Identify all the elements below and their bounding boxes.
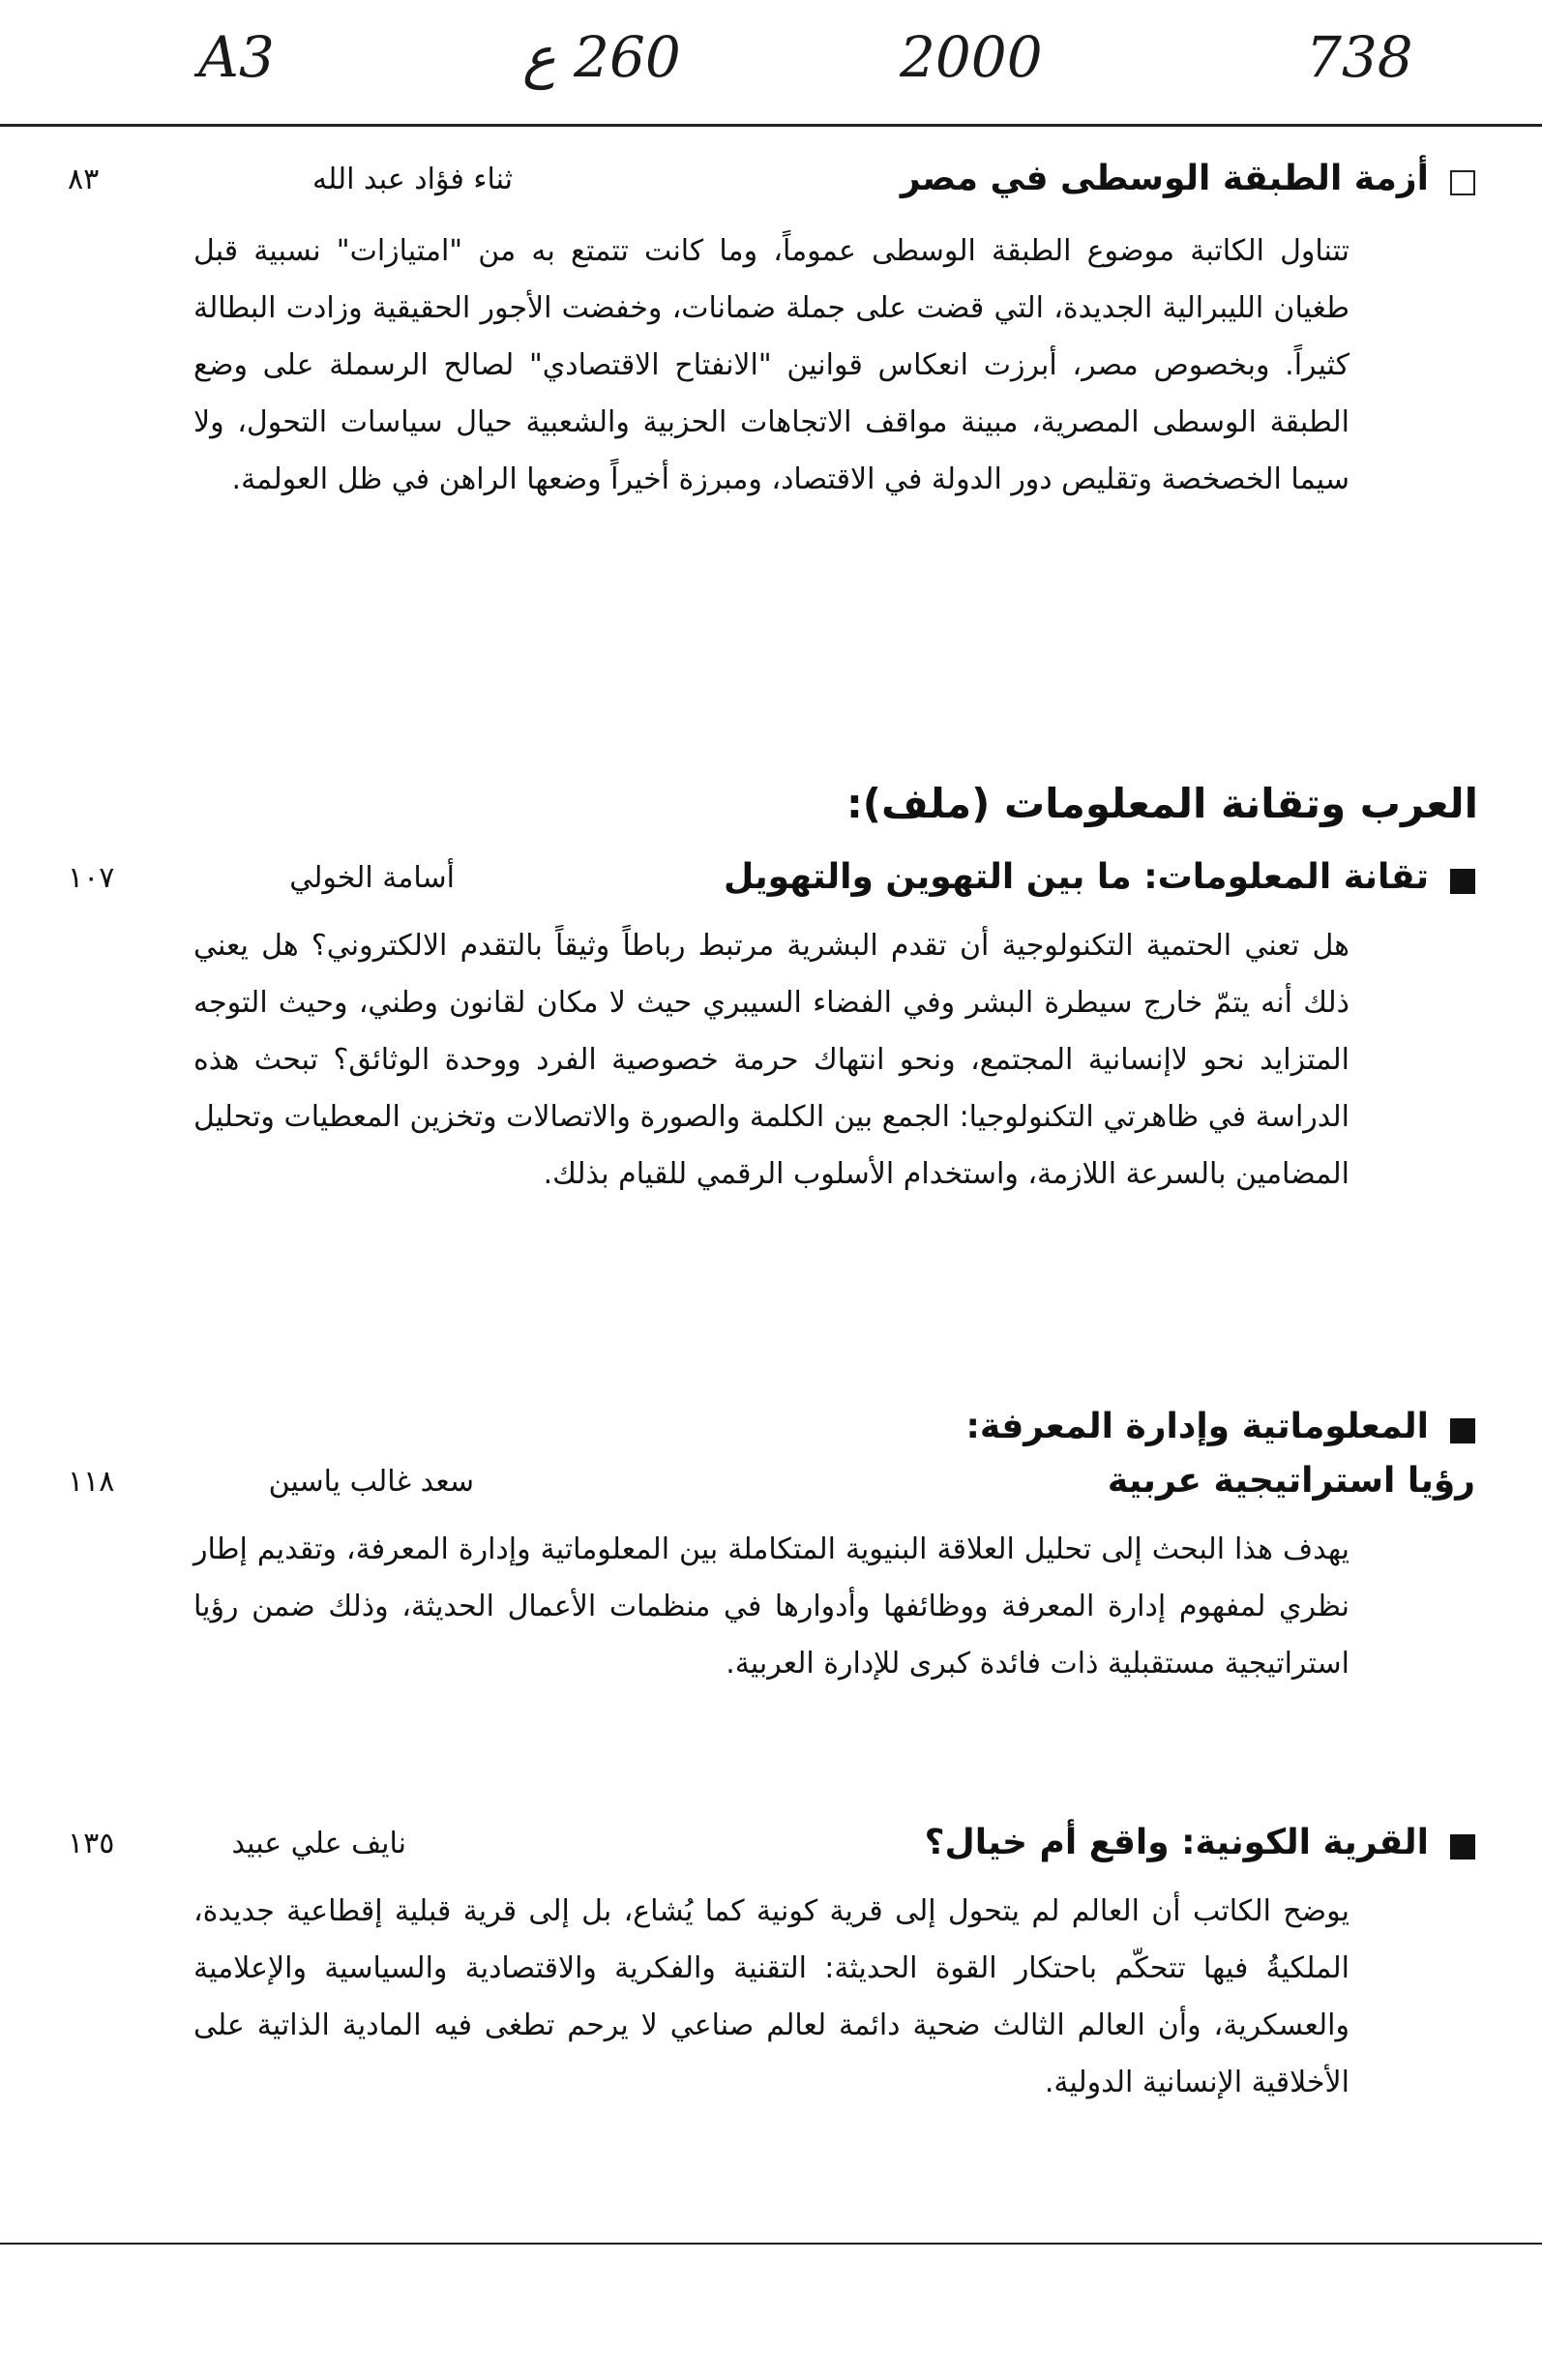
entry-heading	[68, 155, 1475, 217]
entry-abstract: تتناول الكاتبة موضوع الطبقة الوسطى عموماً، وما كانت تتمتع به من "امتيازات" نسبية قبل طغيان الليبرالية الجديدة، التي قضت على جملة ضمانات، وخفضت الأجور الحقيقية وزادت البطالة كثيراً. وبخصوص مصر، أبرزت انعكاس قوانين "الانفتاح الاقتصادي" لصالح الرسملة على وضع الطبقة الوسطى المصرية، مبينة مواقف الاتجاهات الحزبية والشعبية حيال سياسات التحول، ولا سيما الخصخصة وتقليص دور الدولة في الاقتصاد، ومبرزة أخيراً وضعها الراهن في ظل العولمة.	[193, 234, 1349, 496]
section-heading: العرب وتقانة المعلومات (ملف):	[845, 780, 1478, 827]
square-bullet-icon	[1450, 1834, 1475, 1859]
entry-heading-line1	[68, 1403, 1475, 1457]
entry-title-prefix: المعلوماتية وإدارة المعرفة:	[965, 1407, 1429, 1446]
handwritten-mark-center-left: 260 ع	[522, 24, 681, 90]
entry-page-number: ١٠٧	[68, 861, 115, 895]
checkbox-empty-icon	[1450, 170, 1475, 195]
square-bullet-icon	[1450, 869, 1475, 894]
entry-heading	[68, 853, 1475, 915]
entry-title: تقانة المعلومات: ما بين التهوين والتهويل	[723, 857, 1429, 897]
toc-entry	[68, 1819, 1475, 2111]
toc-entry	[68, 853, 1475, 1203]
entry-page-number: ١١٨	[68, 1465, 115, 1499]
handwritten-mark-right: 738	[1306, 24, 1413, 90]
square-bullet-icon	[1450, 1418, 1475, 1443]
bottom-rule	[0, 2243, 1542, 2245]
entry-title: رؤيا استراتيجية عربية	[1107, 1461, 1475, 1501]
handwritten-mark-center-right: 2000	[900, 24, 1043, 90]
entry-heading	[68, 1819, 1475, 1881]
entry-abstract: يوضح الكاتب أن العالم لم يتحول إلى قرية كونية كما يُشاع، بل إلى قرية قبلية إقطاعية جديدة، الملكيةُ فيها تتحكّم باحتكار القوة الحديثة: التقنية والفكرية والاقتصادية والسياسية والإعلامية والعسكرية، وأن العالم الثالث ضحية دائمة لعالم صناعي لا يرحم تطغى فيه المادية الذاتية على الأخلاقية الإنسانية الدولية.	[193, 1894, 1349, 2099]
entry-author: ثناء فؤاد عبد الله	[312, 163, 513, 196]
entry-author: سعد غالب ياسين	[268, 1465, 474, 1499]
entry-heading	[68, 1457, 1475, 1519]
entry-abstract: يهدف هذا البحث إلى تحليل العلاقة البنيوية المتكاملة بين المعلوماتية وإدارة المعرفة، وتقديم إطار نظري لمفهوم إدارة المعرفة ووظائفها وأدوارها في منظمات الأعمال الحديثة، وذلك ضمن رؤيا استراتيجية مستقبلية ذات فائدة كبرى للإدارة العربية.	[193, 1532, 1349, 1681]
entry-abstract: هل تعني الحتمية التكنولوجية أن تقدم البشرية مرتبط رباطاً وثيقاً بالتقدم الالكتروني؟ هل يعني ذلك أنه يتمّ خارج سيطرة البشر وفي الفضاء السيبري حيث لا مكان لقانون وطني، وحيث التوجه المتزايد نحو لاإنسانية المجتمع، ونحو انتهاك حرمة خصوصية الفرد ووحدة الوثائق؟ تبحث هذه الدراسة في ظاهرتي التكنولوجيا: الجمع بين الكلمة والصورة والاتصالات وتخزين المعطيات وتحليل المضامين بالسرعة اللازمة، واستخدام الأسلوب الرقمي للقيام بذلك.	[193, 929, 1349, 1191]
handwritten-mark-left: A3	[198, 24, 275, 90]
entry-title: القرية الكونية: واقع أم خيال؟	[924, 1823, 1429, 1862]
entry-author: أسامة الخولي	[289, 861, 455, 895]
entry-title: أزمة الطبقة الوسطى في مصر	[900, 159, 1429, 198]
entry-page-number: ٨٣	[68, 163, 100, 196]
toc-entry	[68, 1403, 1475, 1692]
entry-author: نايف علي عبيد	[231, 1827, 406, 1860]
entry-page-number: ١٣٥	[68, 1827, 115, 1860]
toc-entry	[68, 155, 1475, 508]
top-rule	[0, 124, 1542, 127]
